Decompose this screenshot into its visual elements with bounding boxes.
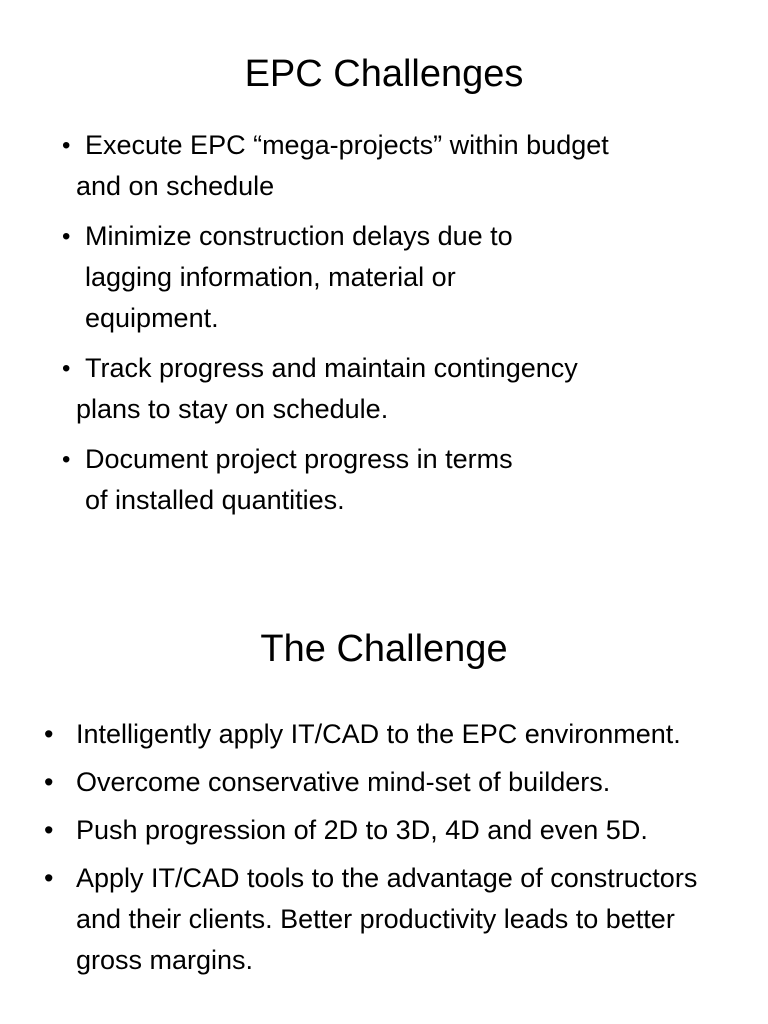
bullet-item (62, 125, 722, 207)
bullet-line: Execute EPC “mega-projects” within budget (85, 130, 609, 160)
bullet-dot-icon: • (62, 132, 71, 159)
bullet-line: equipment. (85, 303, 219, 333)
bullet-item (44, 762, 744, 803)
bullet-dot-icon: • (62, 355, 71, 382)
bullet-item (62, 348, 722, 430)
bullet-item (62, 216, 722, 339)
bullet-text: Apply IT/CAD tools to the advantage of constructors and their clients. Better productivity leads to better gross margins. (76, 863, 698, 975)
slide-title: EPC Challenges (244, 53, 524, 95)
bullet-dot-icon: • (44, 767, 54, 797)
bullet-list (62, 125, 722, 530)
bullet-dot-icon: • (44, 719, 54, 749)
bullet-text: Intelligently apply IT/CAD to the EPC environment. (76, 719, 681, 749)
bullet-item (62, 439, 722, 521)
bullet-line: Track progress and maintain contingency (85, 353, 578, 383)
bullet-item (44, 858, 744, 981)
bullet-dot-icon: • (62, 223, 71, 250)
bullet-text: Push progression of 2D to 3D, 4D and even 5D. (76, 815, 648, 845)
bullet-dot-icon: • (62, 446, 71, 473)
bullet-item (44, 810, 744, 851)
bullet-line: lagging information, material or (85, 262, 456, 292)
bullet-text: Overcome conservative mind-set of builders. (76, 767, 611, 797)
bullet-line: Minimize construction delays due to (85, 221, 513, 251)
bullet-dot-icon: • (44, 863, 54, 893)
bullet-line: and on schedule (76, 171, 275, 201)
bullet-item (44, 714, 744, 755)
bullet-dot-icon: • (44, 815, 54, 845)
bullet-list (44, 714, 744, 988)
bullet-line: Document project progress in terms (85, 444, 513, 474)
bullet-line: of installed quantities. (85, 485, 345, 515)
slide-the-challenge (0, 600, 768, 1024)
slide-title: The Challenge (260, 628, 508, 670)
bullet-line: plans to stay on schedule. (76, 394, 389, 424)
